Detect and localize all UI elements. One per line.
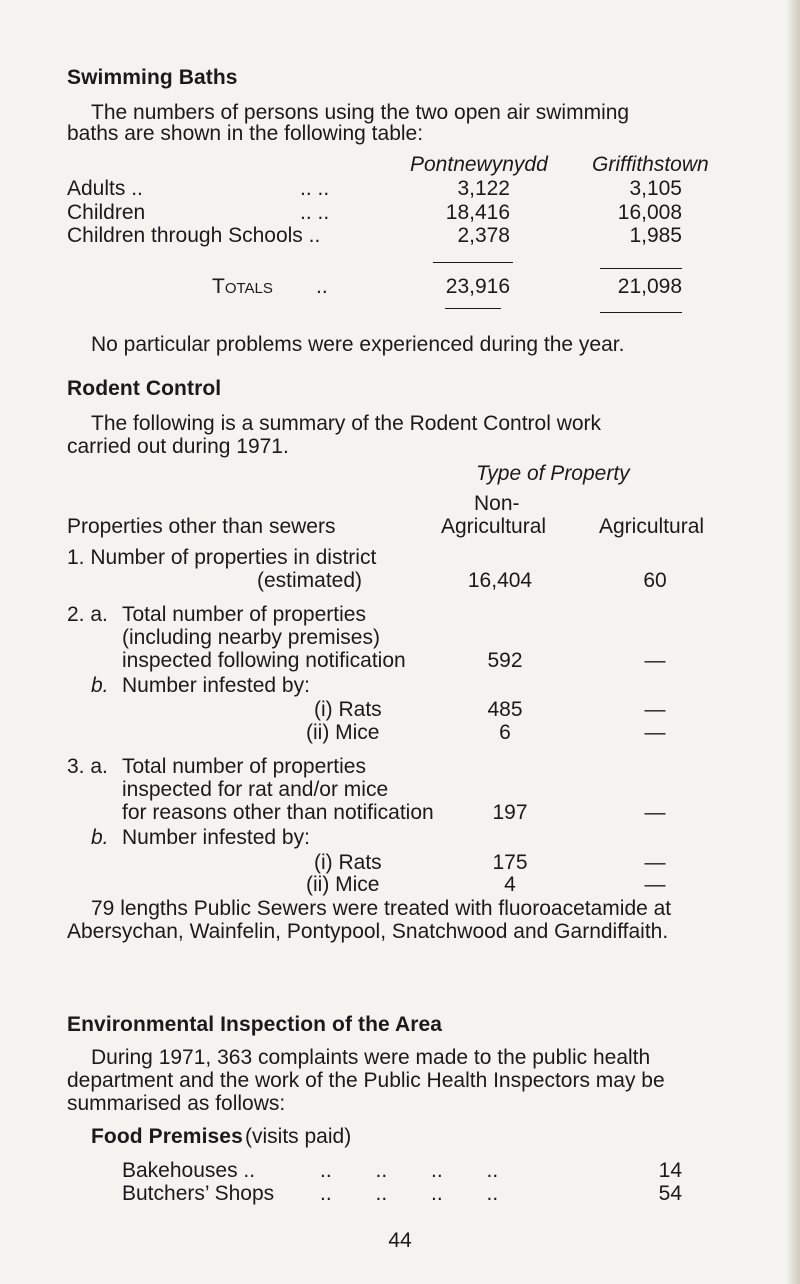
- item2b-rats-agricultural: —: [644, 698, 666, 721]
- item2a-line3: inspected following notification: [122, 649, 406, 672]
- butchers-shops-dots: .. .. .. ..: [320, 1182, 499, 1205]
- row-children-griffithstown: 16,008: [617, 201, 682, 224]
- item2b-mice-non-agricultural: 6: [499, 721, 511, 744]
- item3a-line3: for reasons other than notification: [122, 801, 434, 824]
- row-schools-label: Children through Schools ..: [67, 224, 321, 247]
- item3b-rats-agricultural: —: [644, 851, 666, 874]
- row-adults-griffithstown: 3,105: [629, 177, 682, 200]
- butchers-shops-value: 54: [658, 1182, 682, 1205]
- non-agricultural-header-line2: Agricultural: [441, 515, 547, 538]
- swimming-intro-line2: baths are shown in the following table:: [67, 122, 424, 145]
- environmental-inspection-heading: Environmental Inspection of the Area: [67, 1013, 443, 1036]
- rodent-control-heading: Rodent Control: [67, 377, 222, 400]
- butchers-shops-label: Butchers’ Shops: [122, 1182, 275, 1205]
- item3b-mice-non-agricultural: 4: [504, 873, 516, 896]
- item1-agricultural: 60: [643, 569, 667, 592]
- item2b-number: b.: [91, 674, 109, 697]
- row-adults-pontnewynydd: 3,122: [457, 177, 510, 200]
- item3b-rats-label: (i) Rats: [314, 851, 382, 874]
- swimming-closing: No particular problems were experienced during the year.: [91, 333, 625, 356]
- item2b-label: Number infested by:: [122, 674, 310, 697]
- row-children-pontnewynydd: 18,416: [445, 201, 510, 224]
- item3b-label: Number infested by:: [122, 826, 310, 849]
- bakehouses-value: 14: [658, 1159, 682, 1182]
- sewers-line1: 79 lengths Public Sewers were treated with fluoroacetamide at: [91, 897, 672, 920]
- item3a-line2: inspected for rat and/or mice: [122, 778, 389, 801]
- item3b-mice-label: (ii) Mice: [306, 873, 380, 896]
- rodent-intro-line2: carried out during 1971.: [67, 435, 289, 458]
- food-premises-heading: Food Premises: [91, 1125, 243, 1148]
- page-edge-shadow: [786, 0, 800, 1284]
- item2b-mice-agricultural: —: [644, 721, 666, 744]
- item3b-number: b.: [91, 826, 109, 849]
- item2a-line1: Total number of properties: [122, 603, 366, 626]
- item2a-agricultural: —: [644, 649, 666, 672]
- item3b-rats-non-agricultural: 175: [492, 851, 528, 874]
- totals-label: Totals: [212, 275, 273, 298]
- item1-line1: 1. Number of properties in district: [67, 546, 377, 569]
- row-children-label: Children: [67, 201, 146, 224]
- properties-other-than-sewers: Properties other than sewers: [67, 515, 336, 538]
- totals-rule-top-1: [433, 262, 513, 263]
- type-of-property-header: Type of Property: [476, 462, 630, 485]
- item3a-non-agricultural: 197: [492, 801, 528, 824]
- pontnewynydd-header: Pontnewynydd: [410, 153, 548, 176]
- item2b-rats-label: (i) Rats: [314, 698, 382, 721]
- totals-pontnewynydd: 23,916: [445, 275, 510, 298]
- row-adults-label: Adults ..: [67, 177, 143, 200]
- environmental-para-line3: summarised as follows:: [67, 1092, 286, 1115]
- rodent-intro-line1: The following is a summary of the Rodent Control work: [91, 412, 602, 435]
- row-schools-pontnewynydd: 2,378: [457, 224, 510, 247]
- swimming-baths-heading: Swimming Baths: [67, 66, 238, 89]
- item1-non-agricultural: 16,404: [467, 569, 533, 592]
- bakehouses-dots: .. .. .. ..: [320, 1159, 499, 1182]
- environmental-para-line2: department and the work of the Public Health Inspectors may be: [67, 1069, 665, 1092]
- item3b-mice-agricultural: —: [644, 873, 666, 896]
- item2a-line2: (including nearby premises): [122, 626, 380, 649]
- item2a-number: 2. a.: [67, 603, 108, 626]
- row-children-dots: .. ..: [300, 201, 330, 224]
- totals-rule-bottom-2: [600, 312, 682, 313]
- totals-griffithstown: 21,098: [617, 275, 682, 298]
- environmental-para-line1: During 1971, 363 complaints were made to the public health: [91, 1046, 651, 1069]
- item2a-non-agricultural: 592: [487, 649, 523, 672]
- sewers-line2: Abersychan, Wainfelin, Pontypool, Snatchwood and Garndiffaith.: [67, 920, 669, 943]
- griffithstown-header: Griffithstown: [592, 153, 709, 176]
- totals-dots: ..: [316, 275, 328, 298]
- non-agricultural-header-line1: Non-: [474, 492, 520, 515]
- item3a-line1: Total number of properties: [122, 755, 366, 778]
- page-number: 44: [388, 1229, 412, 1252]
- item2b-mice-label: (ii) Mice: [306, 721, 380, 744]
- totals-rule-bottom-1: [445, 308, 501, 309]
- row-adults-dots: .. ..: [300, 177, 330, 200]
- swimming-intro-line1: The numbers of persons using the two open air swimming: [91, 101, 630, 124]
- item3a-agricultural: —: [644, 801, 666, 824]
- bakehouses-label: Bakehouses ..: [122, 1159, 256, 1182]
- food-premises-subheading: (visits paid): [245, 1125, 352, 1148]
- totals-rule-top-2: [600, 268, 682, 269]
- item2b-rats-non-agricultural: 485: [487, 698, 523, 721]
- item1-line2: (estimated): [257, 569, 363, 592]
- row-schools-griffithstown: 1,985: [629, 224, 682, 247]
- agricultural-header: Agricultural: [599, 515, 705, 538]
- item3a-number: 3. a.: [67, 755, 108, 778]
